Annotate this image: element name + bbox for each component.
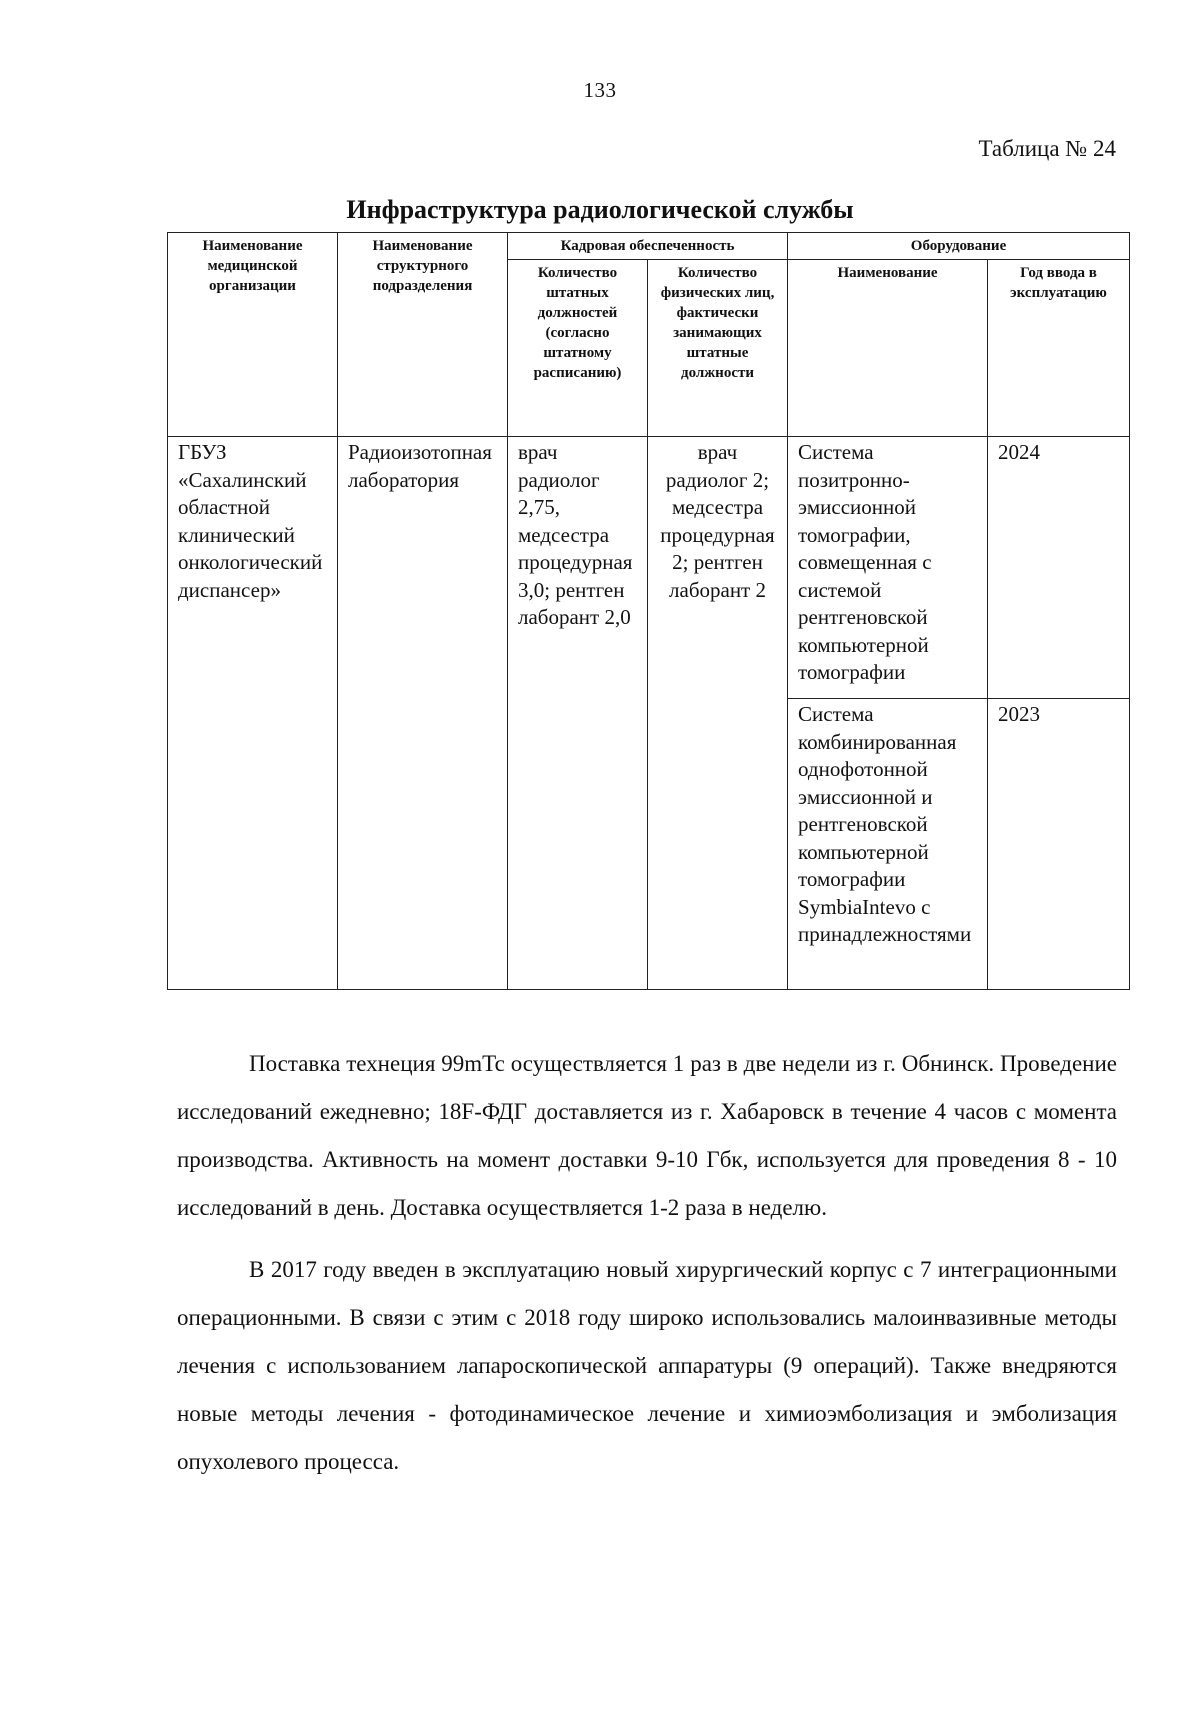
table-row	[168, 437, 1130, 699]
cell-positions: врач радиолог 2,75, медсестра процедурная 3,0; рентген лаборант 2,0	[508, 437, 648, 990]
page-number: 133	[583, 78, 617, 102]
cell-equipment-year: 2024	[988, 437, 1130, 699]
header-staff-positions: Количество штатных должностей (согласно штатному расписанию)	[508, 260, 648, 437]
cell-unit: Радиоизотопная лаборатория	[338, 437, 508, 990]
cell-org: ГБУЗ «Сахалинский областной клинический онкологический диспансер»	[168, 437, 338, 990]
cell-persons: врач радиолог 2; медсестра процедурная 2; рентген лаборант 2	[648, 437, 788, 990]
header-staffing: Кадровая обеспеченность	[508, 233, 788, 260]
header-equip-year: Год ввода в эксплуатацию	[988, 260, 1130, 437]
header-unit: Наименование структурного подразделения	[338, 233, 508, 437]
header-equip-name: Наименование	[788, 260, 988, 437]
cell-equipment-name: Система комбинированная однофотонной эмиссионной и рентгеновской компьютерной томографии SymbiaIntevo с принадлежностями	[788, 699, 988, 990]
table-title: Инфраструктура радиологической службы	[346, 195, 854, 224]
table-header-row	[168, 233, 1130, 260]
header-org: Наименование медицинской организации	[168, 233, 338, 437]
header-equipment: Оборудование	[788, 233, 1130, 260]
cell-equipment-year: 2023	[988, 699, 1130, 990]
body-text	[177, 1040, 1117, 1500]
infrastructure-table	[167, 232, 1130, 990]
header-staff-persons: Количество физических лиц, фактически занимающих штатные должности	[648, 260, 788, 437]
paragraph: Поставка технеция 99mTc осуществляется 1 раз в две недели из г. Обнинск. Проведение исследований ежедневно; 18F-ФДГ доставляется из г. Хабаровск в течение 4 часов с момента производства. Активность на момент доставки 9-10 Гбк, используется для проведения 8 - 10 исследований в день. Доставка осуществляется 1-2 раза в неделю.	[177, 1051, 1117, 1220]
cell-equipment-name: Система позитронно-эмиссионной томографии, совмещенная с системой рентгеновской компьютерной томографии	[788, 437, 988, 699]
table-label: Таблица № 24	[978, 136, 1116, 161]
paragraph: В 2017 году введен в эксплуатацию новый хирургический корпус с 7 интеграционными операционными. В связи с этим с 2018 году широко использовались малоинвазивные методы лечения с использованием лапароскопической аппаратуры (9 операций). Также внедряются новые методы лечения - фотодинамическое лечение и химиоэмболизация и эмболизация опухолевого процесса.	[177, 1257, 1117, 1474]
